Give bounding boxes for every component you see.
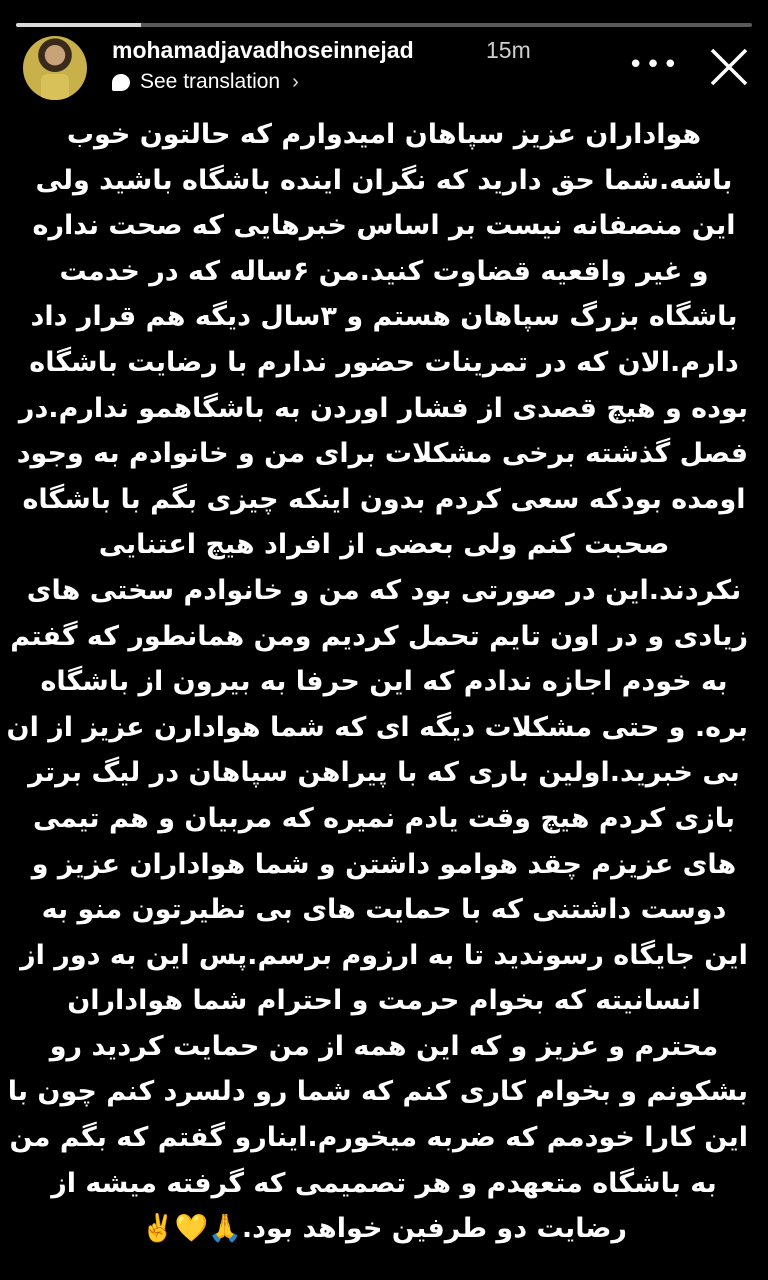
story-text-line: نکردند.این در صورتی بود که من و خانوادم سختی های bbox=[26, 574, 742, 606]
story-text-line: انسانیته که بخوام حرمت و احترام شما هواداران bbox=[67, 985, 701, 1017]
story-text-line: صحبت کنم ولی بعضی از افراد هیچ اعتنایی bbox=[98, 529, 670, 561]
time-ago: 15m bbox=[486, 37, 531, 63]
story-text-line: اومده بودکه سعی کردم بدون اینکه چیزی بگم با باشگاه bbox=[22, 483, 746, 515]
story-text-line: دوست داشتنی که با حمایت های بی نظیرتون منو به bbox=[41, 894, 727, 926]
story-progress-bar bbox=[16, 23, 752, 27]
story-text-line: بازی کردم هیچ وقت یادم نمیره که مربیان و هم تیمی bbox=[32, 802, 736, 834]
story-text-line: فصل گذشته برخی مشکلات برای من و خانوادم به وجود bbox=[16, 438, 748, 470]
story-text-line: این جایگاه رسوندید تا به ارزوم برسم.پس این به دور از bbox=[20, 939, 748, 971]
translation-bubble-icon bbox=[112, 74, 130, 91]
story-text-line: رضایت دو طرفین خواهد بود.🙏💛✌️ bbox=[141, 1213, 627, 1245]
story-progress-fill bbox=[16, 23, 141, 27]
story-text-line: های عزیزم چقد هوامو داشتن و شما هواداران عزیز و bbox=[31, 848, 737, 880]
see-translation-button[interactable] bbox=[112, 70, 299, 94]
more-options-icon[interactable]: ••• bbox=[628, 50, 681, 80]
close-icon[interactable] bbox=[708, 46, 750, 88]
story-text-line: به باشگاه متعهدم و هر تصمیمی که گرفته میشه از bbox=[51, 1167, 717, 1199]
see-translation-label: See translation bbox=[140, 70, 281, 93]
chevron-right-icon: › bbox=[292, 70, 299, 93]
story-text-line: به خودم اجازه ندادم که این حرفا به بیرون از باشگاه bbox=[40, 666, 728, 698]
story-text-line: بره. و حتی مشکلات دیگه ای که شما هوادارن عزیز از ان bbox=[6, 711, 748, 743]
story-text-line: و غیر واقعیه قضاوت کنید.من ۶ساله که در خدمت bbox=[59, 255, 709, 287]
story-text-line: بشکونم و بخوام کاری کنم که شما رو دلسرد کنم چون با bbox=[7, 1076, 748, 1108]
story-text bbox=[6, 112, 748, 1252]
avatar[interactable] bbox=[23, 36, 87, 100]
story-text-line: دارم.الان که در تمرینات حضور ندارم با رضایت باشگاه bbox=[29, 346, 739, 378]
story-text-line: بی خبرید.اولین باری که با پیراهن سپاهان در لیگ برتر bbox=[28, 757, 740, 789]
story-text-line: بوده و هیچ قصدی از فشار اوردن به باشگاهمو ندارم.در bbox=[18, 392, 748, 424]
story-text-line: باشه.شما حق دارید که نگران اینده باشگاه باشید ولی bbox=[35, 164, 733, 196]
story-text-line: این کارا خودمم که ضربه میخورم.اینارو گفتم که بگم من bbox=[9, 1122, 748, 1154]
story-text-line: زیادی و در اون تایم تحمل کردیم ومن همانطور که گفتم bbox=[10, 620, 748, 652]
username[interactable]: mohamadjavadhoseinnejad bbox=[112, 37, 414, 63]
story-text-line: محترم و عزیز و که این همه از من حمایت کردید رو bbox=[49, 1030, 719, 1062]
story-text-line: این منصفانه نیست بر اساس خبرهایی که صحت نداره bbox=[32, 210, 736, 242]
story-text-line: هواداران عزیز سپاهان امیدوارم که حالتون خوب bbox=[66, 119, 702, 150]
story-text-line: باشگاه بزرگ سپاهان هستم و ۳سال دیگه هم قرار داد bbox=[30, 301, 738, 333]
